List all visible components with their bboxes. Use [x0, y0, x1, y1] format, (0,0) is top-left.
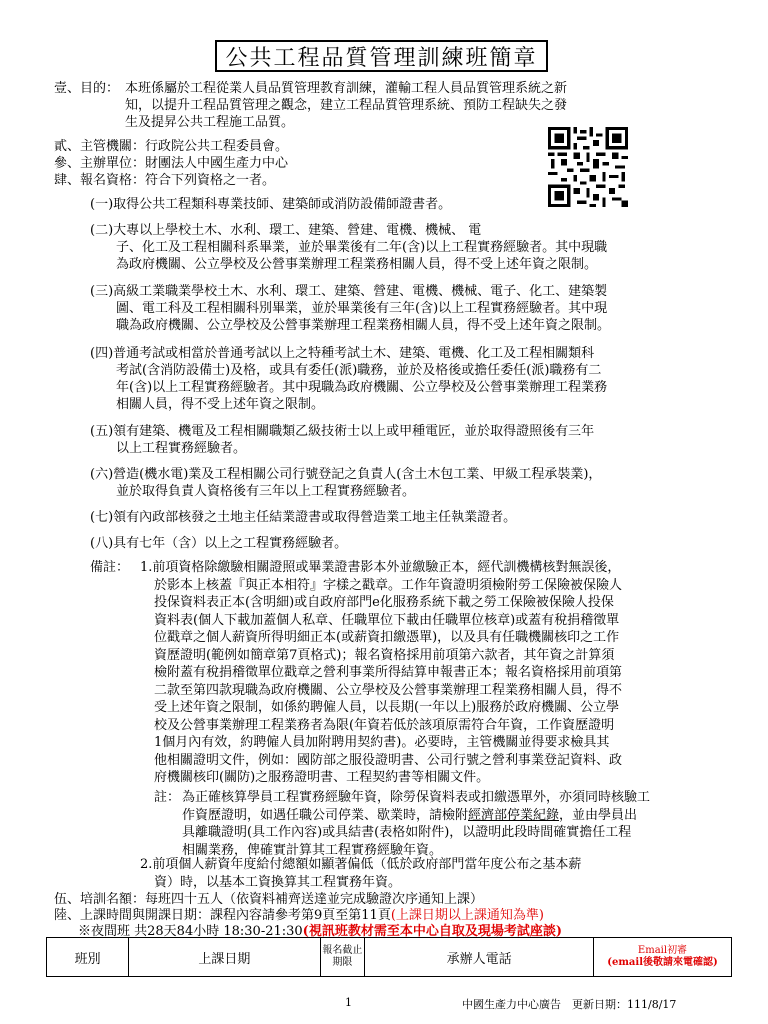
eligibility-item-4-line-3: 年(含)以上工程實務經驗者。其中現職為政府機關、公立學校及公營事業辦理工程業務	[116, 380, 608, 395]
page-number: 1	[345, 996, 352, 1009]
remarks-note-1-line: 他相關證明文件，例如：國防部之服役證明書、公司行號之營利事業登記資料、政	[154, 752, 623, 768]
remarks-note-2-line: 資）時，以基本工資換算其工程實務年資。	[154, 874, 402, 890]
schedule-line	[54, 907, 544, 924]
remarks-note-1-line: 受上述年資之限制，如係約聘僱人員，以長期(一年以上)服務於政府機關、公立學	[154, 700, 620, 715]
eligibility-heading: 肆、報名資格：符合下列資格之一者。	[54, 173, 276, 188]
col-email	[593, 938, 731, 977]
page-title: 公共工程品質管理訓練班簡章	[215, 40, 548, 72]
eligibility-item-7: (七)領有內政部核發之土地主任結業證書或取得營造業工地主任執業證者。	[90, 510, 517, 525]
remarks-note-1-line: 投保資料表正本(含明細)或自政府部門e化服務系統下載之勞工保險被保險人投保	[154, 595, 614, 610]
schedule-text: 陸、上課時間與開課日期：課程內容請參考第9頁至第11頁	[54, 908, 391, 923]
remarks-note-1	[140, 559, 740, 787]
remarks-note-line-tail: ，並由學員出	[559, 807, 638, 823]
eligibility-item-4-line-2: 考試(含消防設備士)及格，或具有委任(派)職務，並於及格後或擔任委任(派)職務有二	[116, 363, 602, 378]
remarks-note-2	[140, 856, 740, 891]
col-class: 班別	[47, 938, 129, 977]
purpose-line-2: 知，以提升工程品質管理之觀念，建立工程品質管理系統、預防工程缺失之發	[125, 98, 568, 113]
remarks-note-line: 為正確核算學員工程實務經驗年資，除勞保資料表或扣繳憑單外，亦須同時核驗工	[182, 790, 651, 805]
remarks-note-1-line: 校及公營事業辦理工程業務者為限(年資若低於該項原需符合年資，工作資歷證明	[154, 717, 615, 733]
eligibility-item-2-line-3: 為政府機關、公立學校及公營事業辦理工程業務相關人員，得不受上述年資之限制。	[116, 257, 598, 272]
remarks-note-1-line: 於影本上核蓋『與正本相符』字樣之戳章。工作年資證明須檢附勞工保險被保險人	[154, 577, 623, 593]
eligibility-item-6-line-2: 並於取得負責人資格後有三年以上工程實務經驗者。	[116, 484, 416, 499]
col-email-top: Email初審	[637, 945, 688, 956]
remarks-note-line	[182, 807, 742, 825]
col-date: 上課日期	[129, 938, 320, 977]
remarks-note-1-line: 1.前項資格除繳驗相關證照或畢業證書影本外並繳驗正本，經代訓機構核對無誤後，	[140, 560, 621, 575]
remarks-note-line: 具離職證明(具工作內容)或具結書(表格如附件)，以證明此段時間確實擔任工程	[182, 825, 632, 840]
eligibility-item-3-line-1: (三)高級工業職業學校土木、水利、環工、建築、營建、電機、機械、電子、化工、建築製	[90, 284, 608, 299]
organizer: 參、主辦單位：財團法人中國生產力中心	[54, 156, 289, 171]
eligibility-item-8: (八)具有七年（含）以上之工程實務經驗者。	[90, 536, 348, 551]
quota: 伍、培訓名額：每班四十五人（依資料補齊送達並完成驗證次序通知上課）	[54, 892, 484, 907]
eligibility-item-2-line-2: 子、化工及工程相關科系畢業，並於畢業後有二年(含)以上工程實務經驗者。其中現職	[116, 240, 608, 255]
purpose-line-1: 本班係屬於工程從業人員品質管理教育訓練，灌輸工程人員品質管理系統之新	[125, 81, 568, 96]
remarks-note	[182, 789, 742, 859]
qr-code-icon	[548, 127, 628, 207]
col-email-bottom: (email後敬請來電確認)	[607, 957, 718, 968]
eligibility-item-5-line-1: (五)領有建築、機電及工程相關職類乙級技術士以上或甲種電匠，並於取得證照後有三年	[90, 424, 595, 439]
remarks-note-1-line: 資歷證明(範例如簡章第7頁格式)；報名資格採用前項第六款者，其年資之計算須	[154, 647, 615, 663]
night-class-text: ※夜間班 共28天84小時 18:30-21:30	[78, 924, 303, 939]
remarks-label: 備註：	[90, 560, 130, 575]
eligibility-item-4-line-4: 相關人員，得不受上述年資之限制。	[116, 397, 325, 412]
footer-info: 中國生產力中心廣告 更新日期：111/8/17	[462, 998, 677, 1011]
remarks-note-line: 相關業務，俾確實計算其工程實務經驗年資。	[182, 842, 443, 858]
eligibility-item-1: (一)取得公共工程類科專業技師、建築師或消防設備師證書者。	[90, 197, 452, 212]
moea-closure-record-link[interactable]: 經濟部停業紀錄	[468, 807, 560, 823]
eligibility-item-6-line-1: (六)營造(機水電)業及工程相關公司行號登記之負責人(含土木包工業、甲級工程承裝業)，	[90, 467, 602, 482]
remarks-note-1-line: 1個月內有效，約聘僱人員加附聘用契約書)。必要時，主管機關並得要求檢具其	[154, 735, 610, 750]
col-deadline: 報名截止期限	[320, 938, 365, 977]
night-class-note: (視訊班教材需至本中心自取及現場考試座談)	[302, 924, 562, 939]
remarks-note-1-line: 二款至第四款現職為政府機關、公立學校及公營事業辦理工程業務相關人員，得不	[154, 682, 623, 698]
eligibility-item-3-line-3: 職為政府機關、公立學校及公營事業辦理工程業務相關人員，得不受上述年資之限制。	[116, 318, 611, 333]
schedule-table	[46, 937, 732, 977]
remarks-note-line-text: 作資歷證明，如遇任職公司停業、歇業時，請檢附	[182, 807, 469, 823]
remarks-note-label: 註：	[154, 790, 181, 805]
purpose-label: 壹、目的：	[54, 81, 120, 96]
remarks-note-1-line: 資料表(個人下載加蓋個人私章、任職單位下載由任職單位核章)或蓋有稅捐稽徵單	[154, 612, 620, 628]
remarks-note-1-line: 檢附蓋有稅捐稽徵單位戳章之營利事業所得結算申報書正本；報名資格採用前項第	[154, 665, 623, 680]
remarks-note-1-line: 位戳章之個人薪資所得明細正本(或薪資扣繳憑單)，以及具有任職機關核印之工作	[154, 630, 620, 645]
table-header-row	[47, 938, 732, 977]
schedule-note: (上課日期以上課通知為準)	[390, 908, 544, 923]
remarks-note-2-line: 2.前項個人薪資年度給付總額如顯著偏低（低於政府部門當年度公布之基本薪	[140, 857, 582, 872]
authority: 貳、主管機關：行政院公共工程委員會。	[54, 139, 289, 154]
eligibility-item-4-line-1: (四)普通考試或相當於普通考試以上之特種考試土木、建築、電機、化工及工程相關類科	[90, 346, 595, 361]
eligibility-item-2-line-1: (二)大專以上學校土木、水利、環工、建築、營建、電機、機械、 電	[90, 223, 482, 238]
eligibility-item-5-line-2: 以上工程實務經驗者。	[116, 441, 247, 456]
purpose-line-3: 生及提昇公共工程施工品質。	[125, 115, 295, 130]
col-phone: 承辦人電話	[365, 938, 594, 977]
remarks-note-1-line: 府機關核印(關防)之服務證明書、工程契約書等相關文件。	[154, 770, 490, 785]
eligibility-item-3-line-2: 圖、電工科及工程相關科別畢業，並於畢業後有三年(含)以上工程實務經驗者。其中現	[116, 301, 608, 316]
